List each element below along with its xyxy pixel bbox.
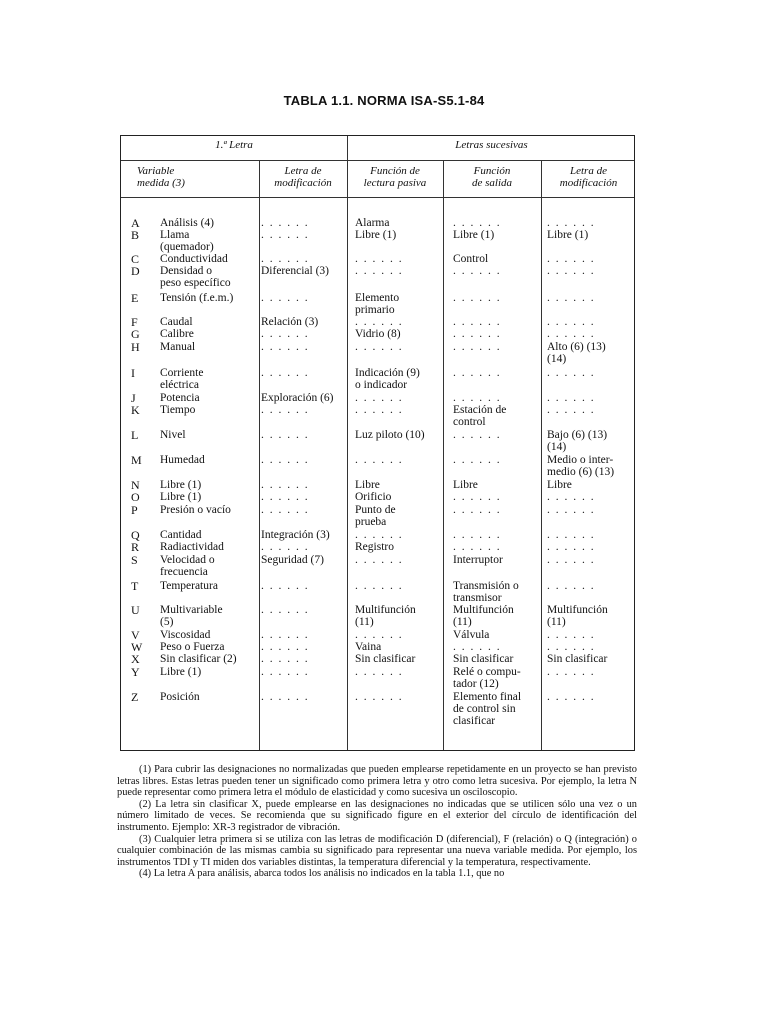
row-letter: H bbox=[131, 340, 140, 354]
cell-mod2-empty: . . . . . . bbox=[547, 217, 596, 229]
cell-mod-empty: . . . . . . bbox=[261, 580, 310, 592]
row-letter: A bbox=[131, 216, 140, 230]
cell-mod-empty: . . . . . . bbox=[261, 629, 310, 641]
cell-passive: Vaina bbox=[355, 641, 382, 653]
cell-mod2-empty: . . . . . . bbox=[547, 316, 596, 328]
header-modification: Letra de modificación bbox=[274, 165, 332, 189]
cell-mod-empty: . . . . . . bbox=[261, 666, 310, 678]
footnote: (4) La letra A para análisis, abarca todos los análisis no indicados en la tabla 1.1, que no bbox=[139, 868, 505, 880]
cell-variable: Temperatura bbox=[160, 580, 218, 592]
cell-mod2-empty: . . . . . . bbox=[547, 691, 596, 703]
cell-mod2-empty: . . . . . . bbox=[547, 529, 596, 541]
cell-output-empty: . . . . . . bbox=[453, 429, 502, 441]
cell-passive-empty: . . . . . . bbox=[355, 691, 404, 703]
cell-mod2-empty: . . . . . . bbox=[547, 641, 596, 653]
cell-passive-empty: . . . . . . bbox=[355, 341, 404, 353]
cell-mod2-empty: . . . . . . bbox=[547, 253, 596, 265]
cell-passive-empty: . . . . . . bbox=[355, 580, 404, 592]
row-letter: N bbox=[131, 478, 140, 492]
cell-output-empty: . . . . . . bbox=[453, 392, 502, 404]
cell-passive: Libre bbox=[355, 479, 380, 491]
divider-col2 bbox=[259, 160, 260, 750]
cell-variable: Calibre bbox=[160, 328, 194, 340]
cell-mod2-empty: . . . . . . bbox=[547, 666, 596, 678]
row-letter: V bbox=[131, 628, 140, 642]
cell-output: Elemento final de control sin clasificar bbox=[453, 691, 522, 727]
cell-output-empty: . . . . . . bbox=[453, 328, 502, 340]
cell-mod2-empty: . . . . . . bbox=[547, 328, 596, 340]
cell-mod-empty: . . . . . . bbox=[261, 292, 310, 304]
cell-mod2-empty: . . . . . . bbox=[547, 392, 596, 404]
cell-mod2-empty: . . . . . . bbox=[547, 580, 596, 592]
cell-mod-empty: . . . . . . bbox=[261, 404, 310, 416]
cell-variable: Caudal bbox=[160, 316, 193, 328]
cell-passive-empty: . . . . . . bbox=[355, 404, 404, 416]
cell-mod-empty: . . . . . . bbox=[261, 429, 310, 441]
header-variable: Variable medida (3) bbox=[137, 165, 185, 189]
cell-mod2-empty: . . . . . . bbox=[547, 292, 596, 304]
header-output-function: Función de salida bbox=[471, 165, 513, 189]
cell-mod2: Bajo (6) (13) (14) bbox=[547, 429, 608, 453]
cell-output: Libre (1) bbox=[453, 229, 495, 241]
footnote: (2) La letra sin clasificar X, puede emplearse en las designaciones no indicadas que se utilicen sólo una vez o un número limitado de veces. Se recomienda que su significado figure en el exterior del círculo de identificación del instrumento. Ejemplo: XR-3 registrador de vibración. bbox=[117, 798, 637, 833]
cell-mod2-empty: . . . . . . bbox=[547, 554, 596, 566]
cell-variable: Tensión (f.e.m.) bbox=[160, 292, 234, 304]
row-letter: K bbox=[131, 403, 140, 417]
cell-variable: Libre (1) bbox=[160, 479, 202, 491]
cell-output-empty: . . . . . . bbox=[453, 341, 502, 353]
cell-variable: Llama (quemador) bbox=[160, 229, 214, 253]
row-letter: F bbox=[131, 315, 138, 329]
cell-mod-empty: . . . . . . bbox=[261, 454, 310, 466]
cell-passive: Multifunción (11) bbox=[355, 604, 416, 628]
cell-passive: Alarma bbox=[355, 217, 390, 229]
cell-passive-empty: . . . . . . bbox=[355, 265, 404, 277]
cell-output-empty: . . . . . . bbox=[453, 217, 502, 229]
cell-output: Interruptor bbox=[453, 554, 503, 566]
cell-passive: Vidrio (8) bbox=[355, 328, 401, 340]
cell-mod-empty: . . . . . . bbox=[261, 491, 310, 503]
cell-output-empty: . . . . . . bbox=[453, 454, 502, 466]
cell-mod2: Libre bbox=[547, 479, 572, 491]
cell-output: Libre bbox=[453, 479, 478, 491]
header-divider bbox=[121, 160, 634, 161]
row-letter: M bbox=[131, 453, 142, 467]
divider-first-successive bbox=[347, 136, 348, 750]
cell-mod-empty: . . . . . . bbox=[261, 479, 310, 491]
cell-mod-empty: . . . . . . bbox=[261, 691, 310, 703]
row-letter: R bbox=[131, 540, 140, 554]
cell-variable: Libre (1) bbox=[160, 666, 202, 678]
cell-mod2-empty: . . . . . . bbox=[547, 404, 596, 416]
isa-letter-table bbox=[120, 135, 635, 751]
row-letter: I bbox=[131, 366, 135, 380]
cell-variable: Tiempo bbox=[160, 404, 196, 416]
cell-passive-empty: . . . . . . bbox=[355, 253, 404, 265]
row-letter: E bbox=[131, 291, 139, 305]
cell-mod2: Alto (6) (13) (14) bbox=[547, 341, 606, 365]
cell-mod-empty: . . . . . . bbox=[261, 504, 310, 516]
cell-mod-empty: . . . . . . bbox=[261, 341, 310, 353]
cell-variable: Presión o vacío bbox=[160, 504, 231, 516]
cell-mod: Exploración (6) bbox=[261, 392, 334, 404]
cell-variable: Cantidad bbox=[160, 529, 202, 541]
row-letter: T bbox=[131, 579, 139, 593]
cell-passive: Sin clasificar bbox=[355, 653, 416, 665]
cell-output-empty: . . . . . . bbox=[453, 265, 502, 277]
row-letter: C bbox=[131, 252, 140, 266]
cell-variable: Posición bbox=[160, 691, 200, 703]
row-letter: X bbox=[131, 652, 140, 666]
cell-variable: Conductividad bbox=[160, 253, 228, 265]
cell-mod2-empty: . . . . . . bbox=[547, 367, 596, 379]
cell-output-empty: . . . . . . bbox=[453, 491, 502, 503]
cell-passive-empty: . . . . . . bbox=[355, 454, 404, 466]
cell-passive: Registro bbox=[355, 541, 394, 553]
row-letter: P bbox=[131, 503, 138, 517]
cell-variable: Viscosidad bbox=[160, 629, 211, 641]
cell-mod-empty: . . . . . . bbox=[261, 253, 310, 265]
cell-mod2-empty: . . . . . . bbox=[547, 265, 596, 277]
cell-variable: Nivel bbox=[160, 429, 186, 441]
cell-output: Estación de control bbox=[453, 404, 507, 428]
cell-variable: Radiactividad bbox=[160, 541, 224, 553]
cell-passive: Indicación (9) o indicador bbox=[355, 367, 420, 391]
row-letter: Z bbox=[131, 690, 139, 704]
row-letter: D bbox=[131, 264, 140, 278]
cell-variable: Corriente eléctrica bbox=[160, 367, 204, 391]
cell-mod2-empty: . . . . . . bbox=[547, 541, 596, 553]
cell-passive-empty: . . . . . . bbox=[355, 554, 404, 566]
cell-passive-empty: . . . . . . bbox=[355, 629, 404, 641]
cell-mod-empty: . . . . . . bbox=[261, 653, 310, 665]
header-first-letter: 1.ª Letra bbox=[215, 139, 253, 151]
cell-variable: Sin clasificar (2) bbox=[160, 653, 237, 665]
cell-variable: Multivariable (5) bbox=[160, 604, 223, 628]
cell-passive: Punto de prueba bbox=[355, 504, 396, 528]
cell-variable: Manual bbox=[160, 341, 196, 353]
cell-variable: Potencia bbox=[160, 392, 200, 404]
cell-output: Sin clasificar bbox=[453, 653, 514, 665]
header-successive-modification: Letra de modificación bbox=[559, 165, 618, 189]
cell-mod: Integración (3) bbox=[261, 529, 330, 541]
cell-passive-empty: . . . . . . bbox=[355, 529, 404, 541]
footnotes bbox=[117, 764, 637, 880]
cell-mod2-empty: . . . . . . bbox=[547, 629, 596, 641]
cell-output: Válvula bbox=[453, 629, 490, 641]
cell-variable: Densidad o peso específico bbox=[160, 265, 231, 289]
row-letter: O bbox=[131, 490, 140, 504]
cell-output-empty: . . . . . . bbox=[453, 641, 502, 653]
row-letter: J bbox=[131, 391, 136, 405]
cell-mod-empty: . . . . . . bbox=[261, 641, 310, 653]
cell-mod-empty: . . . . . . bbox=[261, 604, 310, 616]
row-letter: W bbox=[131, 640, 143, 654]
cell-passive: Luz piloto (10) bbox=[355, 429, 425, 441]
cell-mod-empty: . . . . . . bbox=[261, 367, 310, 379]
cell-mod2: Sin clasificar bbox=[547, 653, 608, 665]
header-bottom-divider bbox=[121, 197, 634, 198]
row-letter: G bbox=[131, 327, 140, 341]
cell-mod: Seguridad (7) bbox=[261, 554, 324, 566]
cell-mod: Diferencial (3) bbox=[261, 265, 330, 277]
row-letter: Y bbox=[131, 665, 140, 679]
header-successive-letters: Letras sucesivas bbox=[455, 139, 528, 151]
row-letter: L bbox=[131, 428, 139, 442]
cell-output-empty: . . . . . . bbox=[453, 292, 502, 304]
cell-mod-empty: . . . . . . bbox=[261, 229, 310, 241]
row-letter: S bbox=[131, 553, 138, 567]
cell-output: Multifunción (11) bbox=[453, 604, 514, 628]
cell-output-empty: . . . . . . bbox=[453, 529, 502, 541]
cell-variable: Humedad bbox=[160, 454, 205, 466]
cell-variable: Análisis (4) bbox=[160, 217, 214, 229]
footnote: (3) Cualquier letra primera si se utiliza con las letras de modificación D (diferencial), F (relación) o Q (integración) o cualquier combinación de las mismas cambia su significado para representar una nueva variable medida. Por ejemplo, los instrumentos TDI y TI miden dos variables distintas, la temperatura diferencial y la temperatura, respectivamente. bbox=[117, 833, 637, 868]
cell-output: Control bbox=[453, 253, 489, 265]
cell-mod2: Multifunción (11) bbox=[547, 604, 608, 628]
divider-col5 bbox=[541, 160, 542, 750]
cell-mod2: Medio o inter- medio (6) (13) bbox=[547, 454, 615, 478]
row-letter: U bbox=[131, 603, 140, 617]
header-passive-function: Función de lectura pasiva bbox=[363, 165, 427, 189]
cell-variable: Peso o Fuerza bbox=[160, 641, 225, 653]
cell-mod2-empty: . . . . . . bbox=[547, 504, 596, 516]
cell-mod-empty: . . . . . . bbox=[261, 328, 310, 340]
cell-mod-empty: . . . . . . bbox=[261, 541, 310, 553]
cell-mod2-empty: . . . . . . bbox=[547, 491, 596, 503]
cell-output: Transmisión o transmisor bbox=[453, 580, 519, 604]
cell-mod: Relación (3) bbox=[261, 316, 319, 328]
cell-passive-empty: . . . . . . bbox=[355, 666, 404, 678]
cell-output-empty: . . . . . . bbox=[453, 316, 502, 328]
cell-output-empty: . . . . . . bbox=[453, 504, 502, 516]
cell-output: Relé o compu- tador (12) bbox=[453, 666, 521, 690]
divider-col4 bbox=[443, 160, 444, 750]
cell-variable: Velocidad o frecuencia bbox=[160, 554, 215, 578]
cell-variable: Libre (1) bbox=[160, 491, 202, 503]
cell-output-empty: . . . . . . bbox=[453, 367, 502, 379]
row-letter: B bbox=[131, 228, 140, 242]
cell-output-empty: . . . . . . bbox=[453, 541, 502, 553]
cell-passive: Elemento primario bbox=[355, 292, 400, 316]
cell-passive-empty: . . . . . . bbox=[355, 316, 404, 328]
cell-mod2: Libre (1) bbox=[547, 229, 589, 241]
footnote: (1) Para cubrir las designaciones no normalizadas que pueden emplearse repetidamente en un proyecto se han previsto letras libres. Estas letras pueden tener un significado como primera letra y otro como letra sucesiva. Por ejemplo, la letra N puede representar como primera letra el módulo de elasticidad y como sucesiva un osciloscopio. bbox=[117, 764, 637, 799]
document-title: TABLA 1.1. NORMA ISA-S5.1-84 bbox=[283, 93, 485, 108]
cell-mod-empty: . . . . . . bbox=[261, 217, 310, 229]
row-letter: Q bbox=[131, 528, 140, 542]
cell-passive: Libre (1) bbox=[355, 229, 397, 241]
cell-passive-empty: . . . . . . bbox=[355, 392, 404, 404]
cell-passive: Orificio bbox=[355, 491, 392, 503]
